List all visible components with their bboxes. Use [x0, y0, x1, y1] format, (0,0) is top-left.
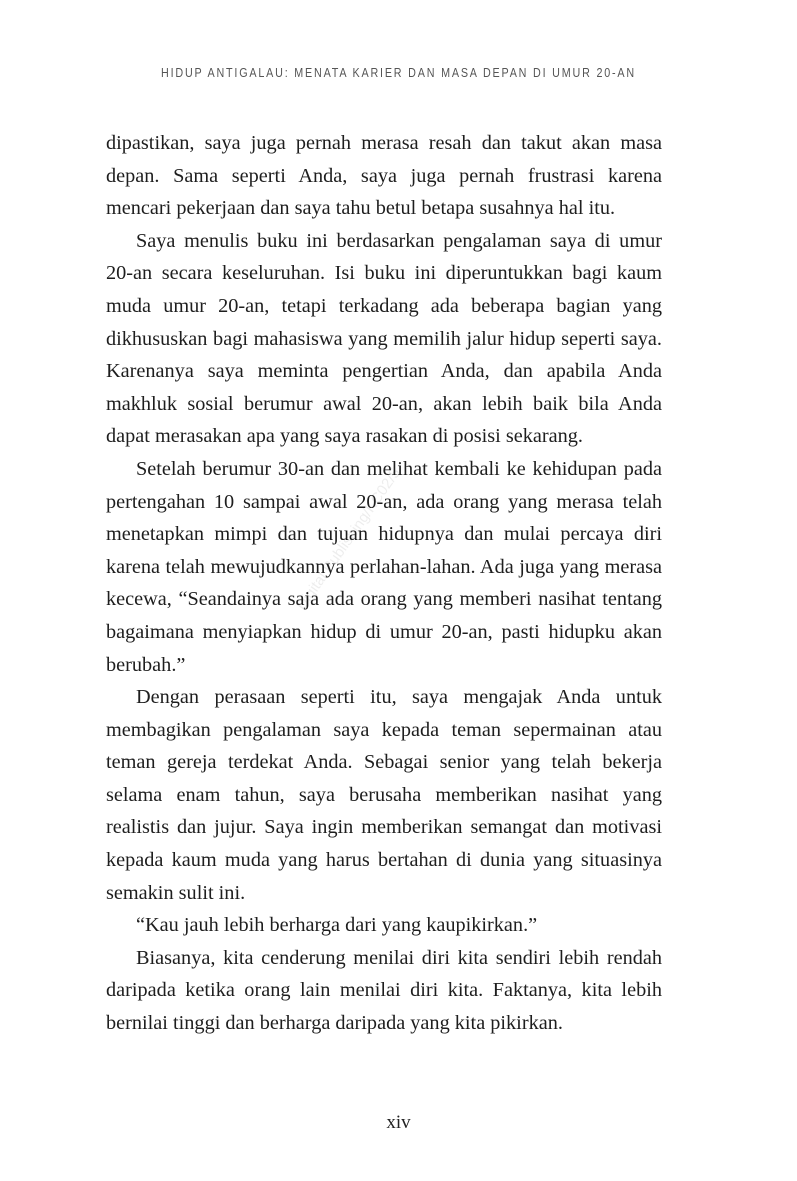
body-text — [106, 127, 662, 1040]
running-header: HIDUP ANTIGALAU: MENATA KARIER DAN MASA DEPAN DI UMUR 20-AN — [161, 66, 636, 80]
page-number: xiv — [386, 1112, 411, 1133]
watermark: Digital Publishing/KC02/5 — [293, 464, 405, 614]
paragraph: Setelah berumur 30-an dan melihat kembali ke kehidupan pada pertengahan 10 sampai awal 20-an, ada orang yang merasa telah menetapkan mimpi dan tujuan hidupnya dan mulai percaya diri karena telah mewujudkannya perlahan-lahan. Ada juga yang merasa kecewa, “Seandainya saja ada orang yang memberi nasihat tentang bagaimana menyiapkan hidup di umur 20-an, pasti hidupku akan berubah.” — [106, 457, 662, 676]
paragraph-quote: “Kau jauh lebih berharga dari yang kaupikirkan.” — [136, 914, 538, 937]
paragraph: Biasanya, kita cenderung menilai diri kita sendiri lebih rendah daripada ketika orang lain menilai diri kita. Faktanya, kita lebih bernilai tinggi dan berharga daripada yang kita pikirkan. — [106, 946, 662, 1035]
paragraph: Dengan perasaan seperti itu, saya mengajak Anda untuk membagikan pengalaman saya kepada teman sepermainan atau teman gereja terdekat Anda. Sebagai senior yang telah bekerja selama enam tahun, saya berusaha memberikan nasihat yang realistis dan jujur. Saya ingin memberikan semangat dan motivasi kepada kaum muda yang harus bertahan di dunia yang situasinya semakin sulit ini. — [106, 686, 662, 904]
paragraph: Saya menulis buku ini berdasarkan pengalaman saya di umur 20-an secara keseluruhan. Isi buku ini diperuntukkan bagi kaum muda umur 20-an, tetapi terkadang ada beberapa bagian yang dikhususkan bagi mahasiswa yang memilih jalur hidup seperti saya. Karenanya saya meminta pengertian Anda, dan apabila Anda makhluk sosial berumur awal 20-an, akan lebih baik bila Anda dapat merasakan apa yang saya rasakan di posisi sekarang. — [106, 229, 662, 448]
paragraph-continued: dipastikan, saya juga pernah merasa resah dan takut akan masa depan. Sama seperti Anda, saya juga pernah frustrasi karena mencari pekerjaan dan saya tahu betul betapa susahnya hal itu. — [106, 132, 662, 220]
